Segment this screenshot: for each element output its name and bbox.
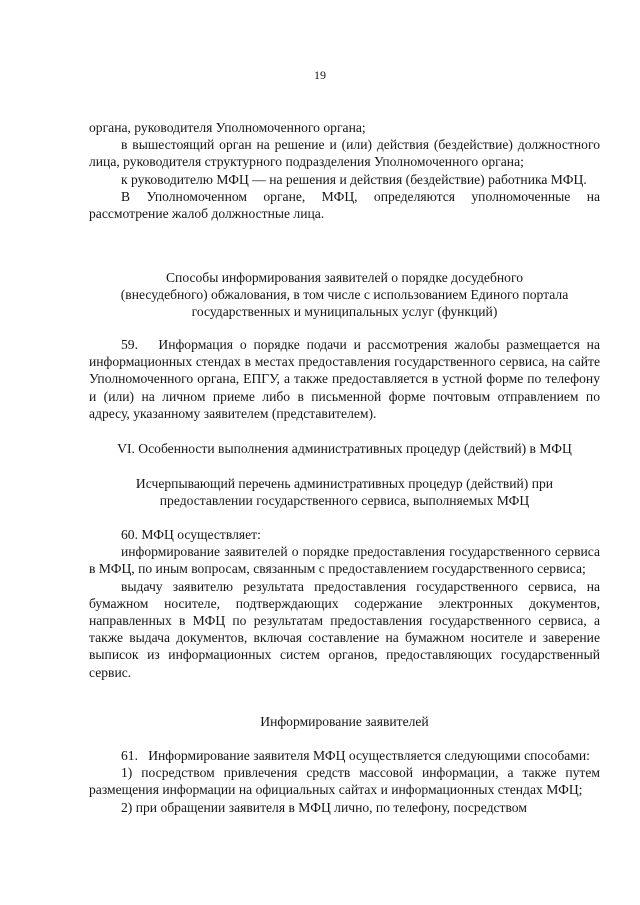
section-heading-vi — [89, 440, 600, 457]
paragraph: органа, руководителя Уполномоченного органа; — [89, 120, 366, 135]
paragraph: выдачу заявителю результата предоставления государственного сервиса, на бумажном носителе, подтверждающих содержание электронных документов, направленных в МФЦ по результатам предоставления государственного сервиса, а также выдача документов, включая составление на бумажном носителе и заверение выписок из информационных систем органов, предоставляющих государственный сервис. — [89, 578, 600, 680]
heading-procedures-list — [89, 475, 600, 509]
heading-informing-applicants — [89, 713, 600, 730]
paragraph: 61. Информирование заявителя МФЦ осуществляется следующими способами: — [121, 748, 590, 763]
paragraph: 2) при обращении заявителя в МФЦ лично, по телефону, посредством — [121, 799, 527, 815]
paragraph: 1) посредством привлечения средств массовой информации, а также путем размещения информации на официальных сайтах и информационных стендах МФЦ; — [89, 765, 600, 798]
heading-line: предоставлении государственного сервиса, выполняемых МФЦ — [159, 493, 530, 509]
paragraph: В Уполномоченном органе, МФЦ, определяются уполномоченные на рассмотрение жалоб должностные лица. — [89, 188, 600, 222]
heading-line: государственных и муниципальных услуг (функций) — [191, 304, 498, 320]
heading-informing-ways — [89, 269, 600, 321]
paragraph: 60. МФЦ осуществляет: — [121, 527, 261, 542]
block-61 — [89, 747, 600, 816]
heading-line: Способы информирования заявителей о порядке досудебного — [165, 270, 523, 285]
page-number: 19 — [314, 68, 326, 82]
block-60 — [89, 526, 600, 681]
block-complaint-bodies — [89, 119, 600, 222]
heading-line: Информирование заявителей — [260, 714, 429, 729]
heading-line: Исчерпывающий перечень административных процедур (действий) при — [135, 476, 554, 491]
heading-line: (внесудебного) обжалования, в том числе с использованием Единого портала — [120, 287, 569, 303]
paragraph-59 — [89, 336, 600, 422]
paragraph: к руководителю МФЦ — на решения и действия (бездействие) работника МФЦ. — [121, 171, 587, 187]
paragraph: информирование заявителей о порядке предоставления государственного сервиса в МФЦ, по иным вопросам, связанным с предоставлением государственного сервиса; — [89, 544, 600, 577]
paragraph: в вышестоящий орган на решение и (или) действия (бездействие) должностного лица, руководителя структурного подразделения Уполномоченного органа; — [89, 137, 600, 170]
paragraph: 59. Информация о порядке подачи и рассмотрения жалобы размещается на информационных стендах в местах предоставления государственного сервиса, на сайте Уполномоченного органа, ЕПГУ, а также предоставляется в устной форме по телефону и (или) на личном приеме либо в письменной форме почтовым отправлением по адресу, указанному заявителем (представителем). — [89, 337, 600, 421]
section-title: VI. Особенности выполнения административных процедур (действий) в МФЦ — [117, 441, 572, 456]
